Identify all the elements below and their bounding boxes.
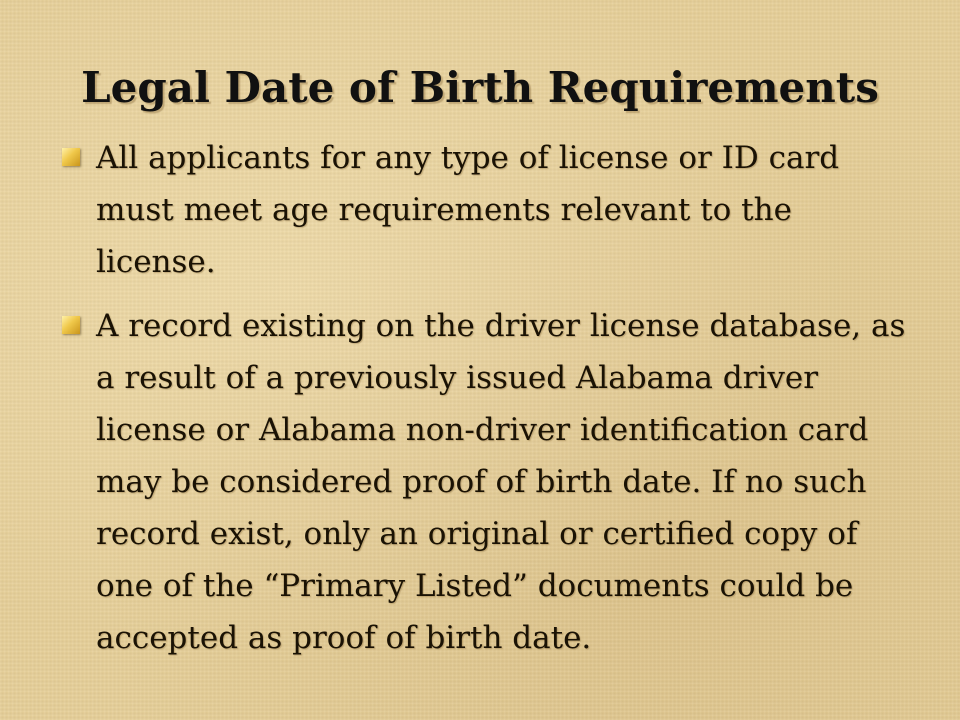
bullet-item-age-requirements [62,132,912,288]
square-bullet-icon [62,148,80,166]
bullet-text: All applicants for any type of license or ID card must meet age requirements relevant to the license. [96,140,840,280]
bullet-list [62,132,912,676]
bullet-item-proof-of-birth-date [62,300,912,664]
bullet-text: A record existing on the driver license database, as a result of a previously issued Alabama driver license or Alabama non-driver identification card may be considered proof of birth date. If no such record exist, only an original or certified copy of one of the “Primary Listed” documents could be accepted as proof of birth date. [96,308,906,656]
slide-title: Legal Date of Birth Requirements [81,63,879,113]
square-bullet-icon [62,316,80,334]
